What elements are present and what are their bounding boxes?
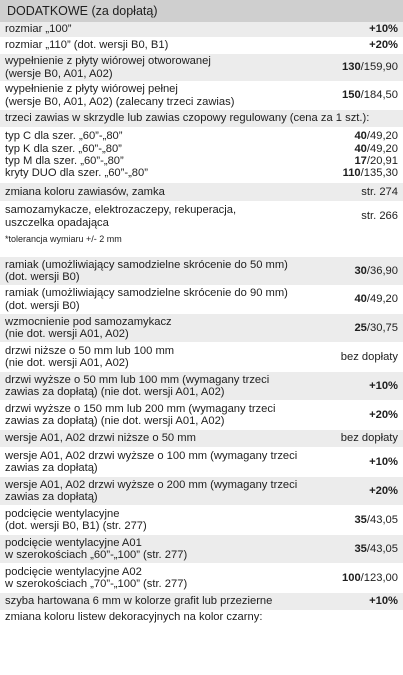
row-price (354, 265, 398, 277)
row-label: wersje A01, A02 drzwi niższe o 50 mm (5, 432, 196, 445)
row-price (361, 210, 398, 222)
row-label: podcięcie wentylacyjne (dot. wersji B0, B1) (str. 277) (5, 507, 147, 532)
row-price (342, 61, 398, 73)
price-net: 25 (354, 321, 367, 334)
table-row (0, 564, 403, 593)
row-price (342, 89, 398, 101)
table-row (0, 430, 403, 448)
row-label: wypełnienie z płyty wiórowej pełnej (wersje B0, A01, A02) (zalecany trzeci zawias) (5, 83, 235, 108)
table-row (0, 286, 403, 314)
hinge-labels (5, 130, 343, 179)
row-label: wypełnienie z płyty wiórowej otworowanej (wersje B0, A01, A02) (5, 55, 211, 80)
row-label: drzwi niższe o 50 mm lub 100 mm (nie dot. wersji A01, A02) (5, 344, 175, 369)
table-row (0, 22, 403, 38)
row-label: wzmocnienie pod samozamykacz (nie dot. wersji A01, A02) (5, 315, 172, 340)
table-row (0, 343, 403, 372)
table-row (0, 257, 403, 286)
row-price (369, 380, 398, 392)
price-net: +20% (369, 39, 398, 52)
row-label: ramiak (umożliwiający samodzielne skrócenie do 90 mm) (dot. wersji B0) (5, 287, 288, 312)
table-row (0, 593, 403, 611)
price-gross: /49,20 (366, 142, 398, 155)
table-row (0, 372, 403, 401)
price-net: 40 (354, 293, 367, 306)
table-row (0, 314, 403, 343)
row-label: zmiana koloru listew dekoracyjnych na kolor czarny: (5, 611, 263, 624)
table-row (0, 535, 403, 564)
price-net: 100 (342, 571, 361, 584)
price-gross: str. 274 (361, 185, 398, 198)
price-gross: bez dopłaty (340, 350, 398, 363)
price-net: +10% (369, 595, 398, 608)
row-label: drzwi wyższe o 150 mm lub 200 mm (wymagany trzeci zawias za dopłatą) (nie dot. wersji A01, A02) (5, 402, 276, 427)
price-gross: str. 266 (361, 210, 398, 223)
row-price (354, 514, 398, 526)
row-label: rozmiar „100” (5, 23, 72, 36)
table-row (0, 54, 403, 82)
row-price (342, 572, 398, 584)
hinge-type: typ M dla szer. „60”-„80” (5, 155, 124, 167)
row-price (341, 432, 398, 444)
price-net: +20% (369, 484, 398, 497)
row-label: rozmiar „110” (dot. wersji B0, B1) (5, 39, 169, 52)
row-label: trzeci zawias w skrzydle lub zawias czopowy regulowany (cena za 1 szt.): (5, 112, 370, 125)
table-row (0, 202, 403, 232)
price-net: 150 (342, 89, 361, 102)
hinge-values (343, 130, 398, 179)
price-net: +10% (369, 379, 398, 392)
row-label: podcięcie wentylacyjne A01 w szerokościach „60”-„100” (str. 277) (5, 536, 188, 561)
row-label: drzwi wyższe o 50 mm lub 100 mm (wymagany trzeci zawias za dopłatą) (nie dot. wersji A01, A02) (5, 373, 270, 398)
row-label: wersje A01, A02 drzwi wyższe o 200 mm (wymagany trzeci zawias za dopłatą) (5, 478, 298, 503)
table-row (0, 183, 403, 202)
price-net: 40 (354, 130, 367, 143)
hinge-type: kryty DUO dla szer. „60”-„80” (5, 167, 148, 180)
row-price (369, 409, 398, 421)
price-gross: /123,00 (360, 571, 398, 584)
row-price (361, 186, 398, 198)
price-gross: /135,30 (360, 167, 398, 180)
price-gross: /20,91 (366, 155, 398, 167)
row-label: ramiak (umożliwiający samodzielne skrócenie do 50 mm) (dot. wersji B0) (5, 258, 288, 283)
table-row (0, 448, 403, 477)
price-net: +10% (369, 23, 398, 36)
table-header: DODATKOWE (za dopłatą) (0, 0, 403, 22)
row-price (354, 322, 398, 334)
table-row (0, 477, 403, 506)
row-price (341, 351, 398, 363)
hinge-price (343, 155, 398, 167)
hinge-price (343, 143, 398, 155)
tolerance-note: *tolerancja wymiaru +/- 2 mm (5, 234, 122, 244)
row-label: wersje A01, A02 drzwi wyższe o 100 mm (wymagany trzeci zawias za dopłatą) (5, 449, 298, 474)
table-row (0, 611, 403, 625)
price-net: 35 (354, 542, 367, 555)
row-price (369, 485, 398, 497)
hinge-price (343, 167, 398, 179)
price-gross: /49,20 (366, 130, 398, 143)
row-label: podcięcie wentylacyjne A02 w szerokościach „70”-„100” (str. 277) (5, 565, 188, 590)
row-price (369, 595, 398, 607)
row-price (354, 543, 398, 555)
section-gap (0, 247, 403, 257)
hinge-price (343, 130, 398, 142)
table-row (0, 401, 403, 430)
price-net: 110 (342, 167, 361, 180)
row-price (354, 293, 398, 305)
table-row (0, 506, 403, 535)
table-row (0, 82, 403, 110)
price-net: +10% (369, 455, 398, 468)
price-gross: /30,75 (366, 321, 398, 334)
price-gross: /184,50 (360, 89, 398, 102)
price-gross: /43,05 (366, 542, 398, 555)
row-price (369, 39, 398, 51)
price-net: 30 (354, 264, 367, 277)
row-price (369, 456, 398, 468)
price-net: +20% (369, 408, 398, 421)
row-label: samozamykacze, elektrozaczepy, rekuperacja, uszczelka opadająca (5, 204, 237, 229)
row-price (369, 23, 398, 35)
hinge-type: typ K dla szer. „60”-„80” (5, 142, 122, 155)
price-net: 17 (354, 155, 367, 167)
price-net: 40 (354, 142, 367, 155)
price-gross: /43,05 (366, 513, 398, 526)
hinge-type: typ C dla szer. „60”-„80” (5, 130, 123, 143)
price-gross: /159,90 (360, 61, 398, 74)
row-label: zmiana koloru zawiasów, zamka (5, 185, 165, 198)
hinge-list (0, 128, 403, 183)
row-label: szyba hartowana 6 mm w kolorze grafit lub przezierne (5, 595, 273, 608)
table-row (0, 38, 403, 54)
price-gross: bez dopłaty (340, 432, 398, 445)
price-gross: /49,20 (366, 293, 398, 306)
price-gross: /36,90 (366, 264, 398, 277)
price-net: 130 (342, 61, 361, 74)
table-row (0, 110, 403, 128)
price-net: 35 (354, 513, 367, 526)
